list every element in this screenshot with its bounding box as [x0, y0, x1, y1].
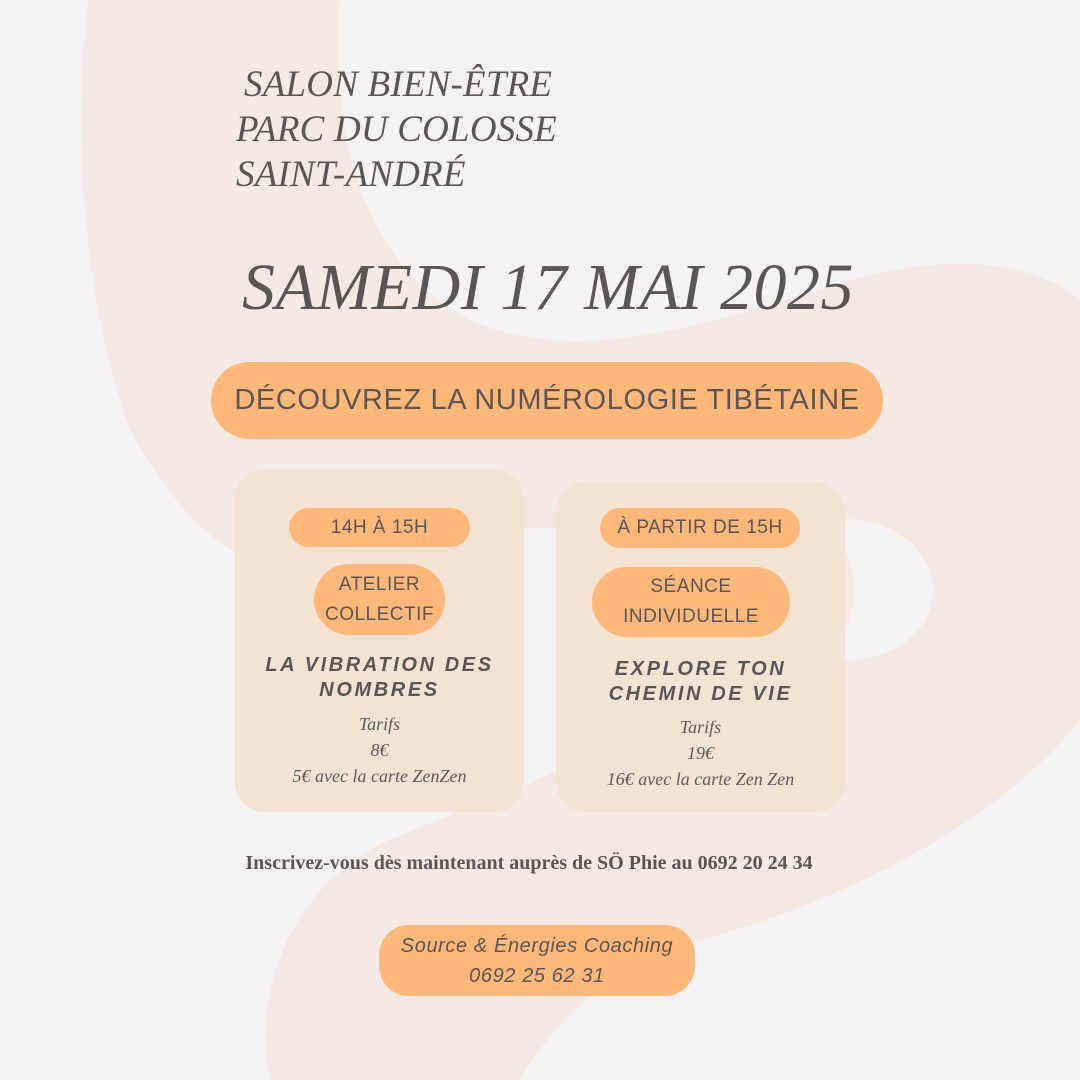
- discount-price: 5€ avec la carte ZenZen: [292, 766, 467, 786]
- headline-banner-label: DÉCOUVREZ LA NUMÉROLOGIE TIBÉTAINE: [234, 384, 860, 416]
- venue-line-city: SAINT-ANDRÉ: [236, 154, 466, 195]
- time-badge: [600, 508, 800, 548]
- time-badge-label: À PARTIR DE 15H: [617, 517, 783, 538]
- session-title-line: LA VIBRATION DES: [265, 654, 494, 676]
- event-date: SAMEDI 17 MAI 2025: [241, 251, 855, 324]
- session-title-line: EXPLORE TON: [614, 658, 787, 680]
- session-type-badge: [592, 567, 790, 637]
- venue-line-event: SALON BIEN-ÊTRE: [244, 64, 553, 105]
- contact-badge: [379, 925, 695, 996]
- time-badge-label: 14H À 15H: [330, 516, 429, 538]
- venue-block: [236, 62, 656, 197]
- session-type-line: SÉANCE: [650, 576, 732, 597]
- session-title: [235, 653, 524, 703]
- contact-name: Source & Énergies Coaching: [400, 934, 674, 957]
- card-group-workshop: [235, 469, 524, 812]
- pricing-label: Tarifs: [358, 714, 401, 734]
- signup-text: Inscrivez-vous dès maintenant auprès de SÖ Phie au 0692 20 24 34: [245, 852, 813, 874]
- discount-price: 16€ avec la carte Zen Zen: [606, 769, 795, 789]
- session-title: [556, 657, 845, 707]
- session-type-badge: [314, 564, 445, 635]
- price: 8€: [370, 740, 389, 760]
- time-badge: [289, 508, 470, 547]
- session-type-line: COLLECTIF: [324, 603, 435, 625]
- price: 19€: [687, 743, 714, 763]
- pricing-label: Tarifs: [679, 717, 722, 737]
- card-individual-session: [556, 482, 845, 812]
- session-type-line: INDIVIDUELLE: [623, 606, 759, 627]
- pricing-block: [235, 711, 524, 789]
- contact-phone: 0692 25 62 31: [469, 964, 605, 987]
- venue-line-park: PARC DU COLOSSE: [236, 109, 557, 150]
- pricing-block: [556, 714, 845, 792]
- session-title-line: CHEMIN DE VIE: [608, 683, 793, 705]
- headline-banner: [211, 362, 883, 439]
- session-type-line: ATELIER: [338, 573, 421, 595]
- session-title-line: NOMBRES: [319, 679, 440, 701]
